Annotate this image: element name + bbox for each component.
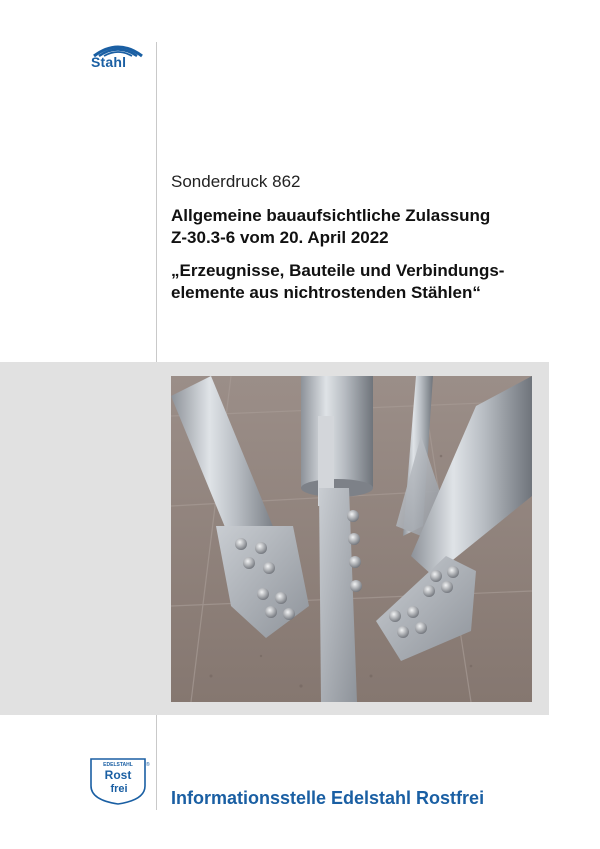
title-block — [171, 172, 571, 304]
seal-line-2: frei — [110, 783, 128, 795]
series-label: Sonderdruck 862 — [171, 172, 301, 191]
stahl-logo-text: Stahl — [91, 54, 127, 70]
seal-top-text: EDELSTAHL — [103, 762, 133, 768]
stainless-steel-connection-photo — [171, 376, 532, 702]
title-line-1: Allgemeine bauaufsichtliche Zulassung — [171, 206, 491, 225]
edelstahl-rostfrei-seal-icon — [88, 756, 148, 806]
document-subtitle — [171, 260, 571, 304]
seal-registered-mark: ® — [146, 762, 150, 768]
subtitle-line-2: elemente aus nichtrostenden Stählen“ — [171, 283, 481, 302]
organization-name: Informationsstelle Edelstahl Rostfrei — [171, 788, 485, 808]
subtitle-line-1: „Erzeugnisse, Bauteile und Verbindungs- — [171, 261, 505, 280]
title-line-2: Z-30.3-6 vom 20. April 2022 — [171, 228, 389, 247]
seal-line-1: Rost — [104, 768, 132, 782]
document-title — [171, 205, 571, 249]
